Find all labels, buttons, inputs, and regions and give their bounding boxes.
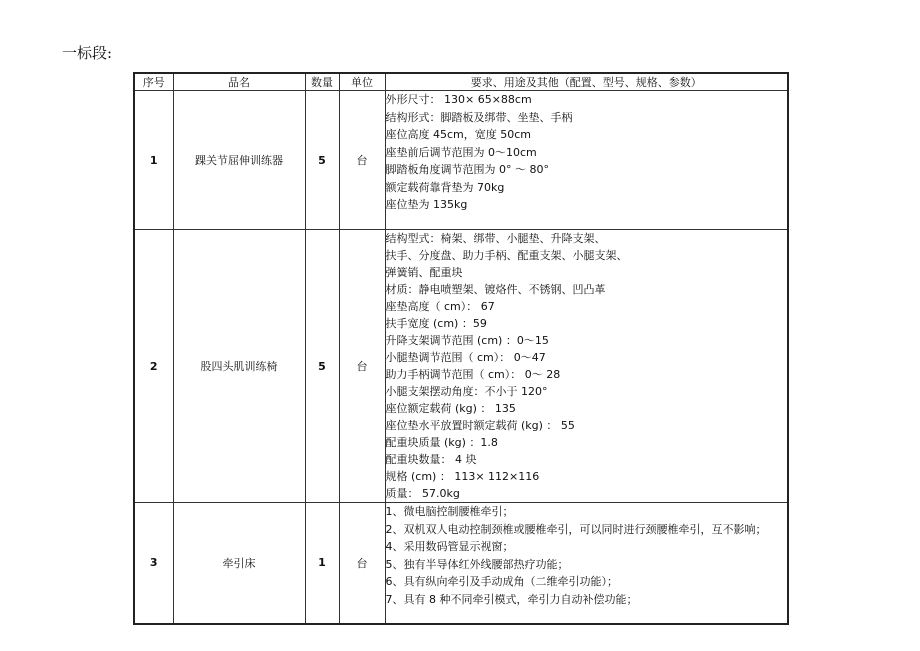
requirement-line: 材质：静电喷塑架、镀烙件、不锈钢、凹凸革: [385, 283, 606, 296]
table-row: [134, 503, 788, 624]
table-header-row: [134, 73, 788, 91]
requirement-line: 4、采用数码管显示视窗；: [385, 540, 514, 553]
row-requirements: [385, 91, 788, 230]
table-row: [134, 91, 788, 230]
row-quantity: 1: [305, 503, 339, 624]
requirement-line: 脚踏板角度调节范围为 0° ～ 80°: [385, 163, 549, 176]
header-quantity: 数量: [305, 73, 339, 91]
requirement-line: 1、微电脑控制腰椎牵引；: [385, 505, 514, 518]
header-item-name: 品名: [173, 73, 305, 91]
row-quantity: 5: [305, 91, 339, 230]
row-requirements: [385, 503, 788, 624]
header-unit: 单位: [339, 73, 385, 91]
row-item-name: 牵引床: [173, 503, 305, 624]
requirement-line: 额定载荷靠背垫为 70kg: [385, 180, 505, 194]
requirement-line: 座位高度 45cm，宽度 50cm: [385, 128, 532, 141]
section-title: 一标段:: [62, 44, 113, 62]
requirement-line: 5、独有半导体红外线腰部热疗功能；: [385, 557, 569, 571]
requirement-line: 扶手宽度 (cm) ：59: [385, 317, 487, 330]
header-serial-number: 序号: [134, 73, 173, 91]
equipment-spec-table: [133, 72, 789, 625]
row-unit: 台: [339, 91, 385, 230]
requirement-line: 结构形式：脚踏板及绑带、坐垫、手柄: [385, 110, 573, 124]
requirement-line: 弹簧销、配重块: [385, 266, 463, 279]
requirement-line: 配重块质量 (kg) ：1.8: [385, 436, 498, 449]
requirement-line: 座垫高度（ cm）： 67: [385, 300, 495, 313]
requirement-line: 座位垫为 135kg: [385, 198, 468, 211]
requirement-line: 7、具有 8 种不同牵引模式，牵引力自动补偿功能；: [385, 592, 638, 606]
header-requirements: 要求、用途及其他（配置、型号、规格、参数）: [385, 73, 788, 91]
row-item-name: 股四头肌训练椅: [173, 230, 305, 503]
requirement-line: 座垫前后调节范围为 0～10cm: [385, 145, 537, 159]
requirement-line: 外形尺寸： 130× 65×88cm: [385, 93, 532, 106]
requirement-line: 2、双机双人电动控制颈椎或腰椎牵引，可以同时进行颈腰椎牵引，互不影响；: [385, 522, 767, 536]
requirement-line: 升降支架调节范围 (cm) ：0～15: [385, 334, 549, 347]
requirement-line: 配重块数量： 4 块: [385, 453, 477, 466]
requirement-line: 座位垫水平放置时额定载荷 (kg) ： 55: [385, 419, 575, 432]
row-item-name: 踝关节屈伸训练器: [173, 91, 305, 230]
row-serial-number: 1: [134, 91, 173, 230]
requirement-line: 座位额定载荷 (kg) ： 135: [385, 402, 516, 415]
requirement-line: 6、具有纵向牵引及手动成角（二维牵引功能）；: [385, 575, 618, 588]
requirement-line: 小腿支架摆动角度：不小于 120°: [385, 385, 548, 398]
requirement-line: 结构型式：椅架、绑带、小腿垫、升降支架、: [385, 232, 606, 245]
row-requirements: [385, 230, 788, 503]
requirement-line: 质量： 57.0kg: [385, 487, 460, 500]
row-serial-number: 3: [134, 503, 173, 624]
row-serial-number: 2: [134, 230, 173, 503]
requirement-line: 助力手柄调节范围（ cm）： 0～ 28: [385, 368, 561, 381]
row-unit: 台: [339, 230, 385, 503]
requirement-line: 规格 (cm) ： 113× 112×116: [385, 470, 540, 483]
row-quantity: 5: [305, 230, 339, 503]
table-row: [134, 230, 788, 503]
requirement-line: 小腿垫调节范围（ cm）： 0～47: [385, 351, 546, 364]
row-unit: 台: [339, 503, 385, 624]
requirement-line: 扶手、分度盘、助力手柄、配重支架、小腿支架、: [385, 249, 628, 262]
